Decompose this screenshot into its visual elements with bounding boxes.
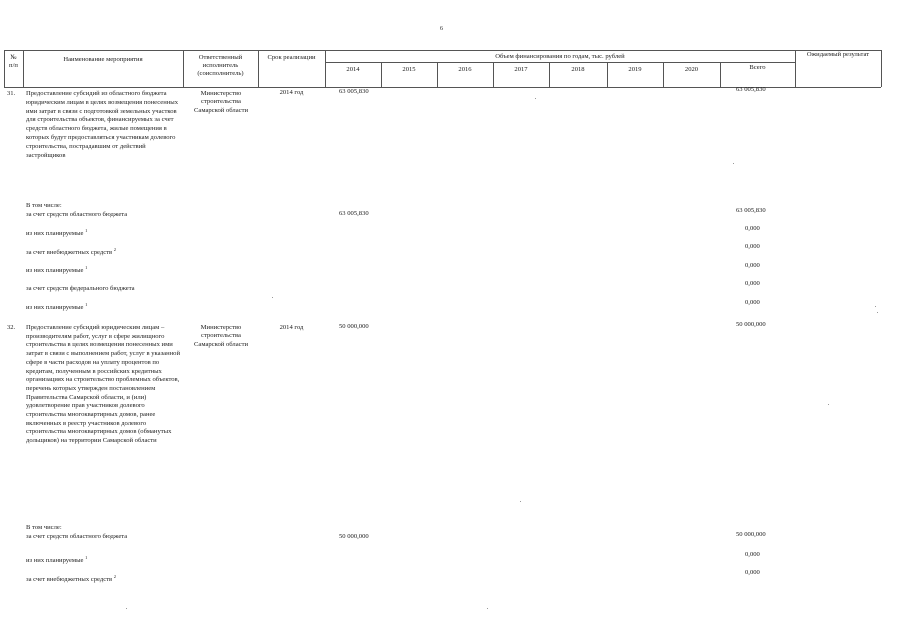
sub-row-value-total: 0,000 [745,225,760,232]
sub-row-label [26,285,135,294]
sub-row-value-total: 0,000 [745,280,760,287]
header-year-2015: 2015 [402,66,416,73]
row-including: В том числе: [26,202,62,209]
row-value-total: 63 005,830 [736,86,766,93]
header-year-2017: 2017 [514,66,528,73]
sub-row-label-text: из них планируемые [26,304,84,311]
sub-row-label [26,576,116,585]
sub-row-label-text: из них планируемые [26,557,84,564]
header-year-2019: 2019 [628,66,642,73]
header-result: Ожидаемый результат [806,51,870,58]
footnote-marker: 1 [85,555,88,560]
footnote-marker: 2 [113,247,117,252]
row-responsible: Министерство строительства Самарской области [194,90,248,114]
sub-row-value-total: 0,000 [745,262,760,269]
row-number: 32. [7,324,16,331]
row-term: 2014 год [279,89,304,96]
sub-row-label-text: из них планируемые [26,267,84,274]
header-year-total: Всего [749,64,766,71]
sub-row-value-total: 0,000 [745,243,760,250]
sub-row-value-2014: 63 005,830 [339,210,369,217]
sub-row-label-text: за счет средств областного бюджета [26,533,128,540]
header-responsible: Ответственный исполнитель (соисполнитель) [197,54,244,77]
footnote-marker: 1 [85,265,88,270]
sub-row-value-total: 0,000 [745,299,760,306]
sub-row-label-text: за счет средств областного бюджета [26,211,128,218]
header-term: Срок реализации [267,54,316,61]
sub-row-label-text: за счет внебюджетных средств [26,576,113,583]
sub-row-value-total: 0,000 [745,569,760,576]
row-value-2014: 50 000,000 [339,323,369,330]
sub-row-value-2014: 50 000,000 [339,533,369,540]
sub-row-label [26,211,127,220]
header-num-text: № п/п [9,54,18,69]
row-including: В том числе: [26,524,62,531]
row-term: 2014 год [279,324,304,331]
header-year-2020: 2020 [684,66,699,73]
sub-row-value-total: 50 000,000 [736,531,766,538]
header-year-2018: 2018 [571,66,585,73]
sub-row-value-total: 0,000 [745,551,760,558]
sub-row-label [26,267,87,276]
row-name: Предоставление субсидий из областного бюджета юридическим лицам в целях возмещения понесенных ими затрат в связи с подготовкой земельных участков для строительства объектов, финансируемых за счет средств областного бюджета, жилые помещения в которых будут предоставляться участникам долевого строительства, пострадавшим от действий застройщиков [26,90,178,159]
sub-row-label [26,230,87,239]
row-value-2014: 63 005,830 [339,88,369,95]
row-responsible: Министерство строительства Самарской области [194,324,248,348]
header-num [4,54,23,69]
row-number: 31. [7,90,16,97]
row-value-total: 50 000,000 [736,321,766,328]
header-financing: Объем финансирования по годам, тыс. рублей [495,53,625,60]
sub-row-label [26,533,127,542]
footnote-marker: 1 [85,228,88,233]
row-name: Предоставление субсидий юридическим лицам – производителям работ, услуг в сфере жилищного строительства в целях возмещения понесенных ими затрат в связи с выполнением работ, услуг в указанной сфере в части расходов на уплату процентов по кредитам, полученным в российских кредитных организациях на строительство проблемных объектов, перечень которых утвержден постановлением Правительства Самарской области, и (или) удовлетворение прав участников долевого строительства многоквартирных домов, ранее включенных в реестр участников долевого строительства многоквартирных домов (обманутых дольщиков) на территории Самарской области [26,324,180,445]
sub-row-label [26,304,87,313]
sub-row-value-total: 63 005,830 [736,207,766,214]
header-year-2016: 2016 [458,66,472,73]
sub-row-label [26,249,116,258]
sub-row-label-text: за счет средств федерального бюджета [26,285,135,292]
page-number: 6 [440,26,443,32]
sub-row-label-text: из них планируемые [26,230,84,237]
sub-row-label-text: за счет внебюджетных средств [26,249,113,256]
header-year-2014: 2014 [346,66,360,73]
footnote-marker: 1 [85,302,88,307]
footnote-marker: 2 [113,574,117,579]
header-name: Наименование мероприятия [63,56,143,63]
sub-row-label [26,557,87,566]
